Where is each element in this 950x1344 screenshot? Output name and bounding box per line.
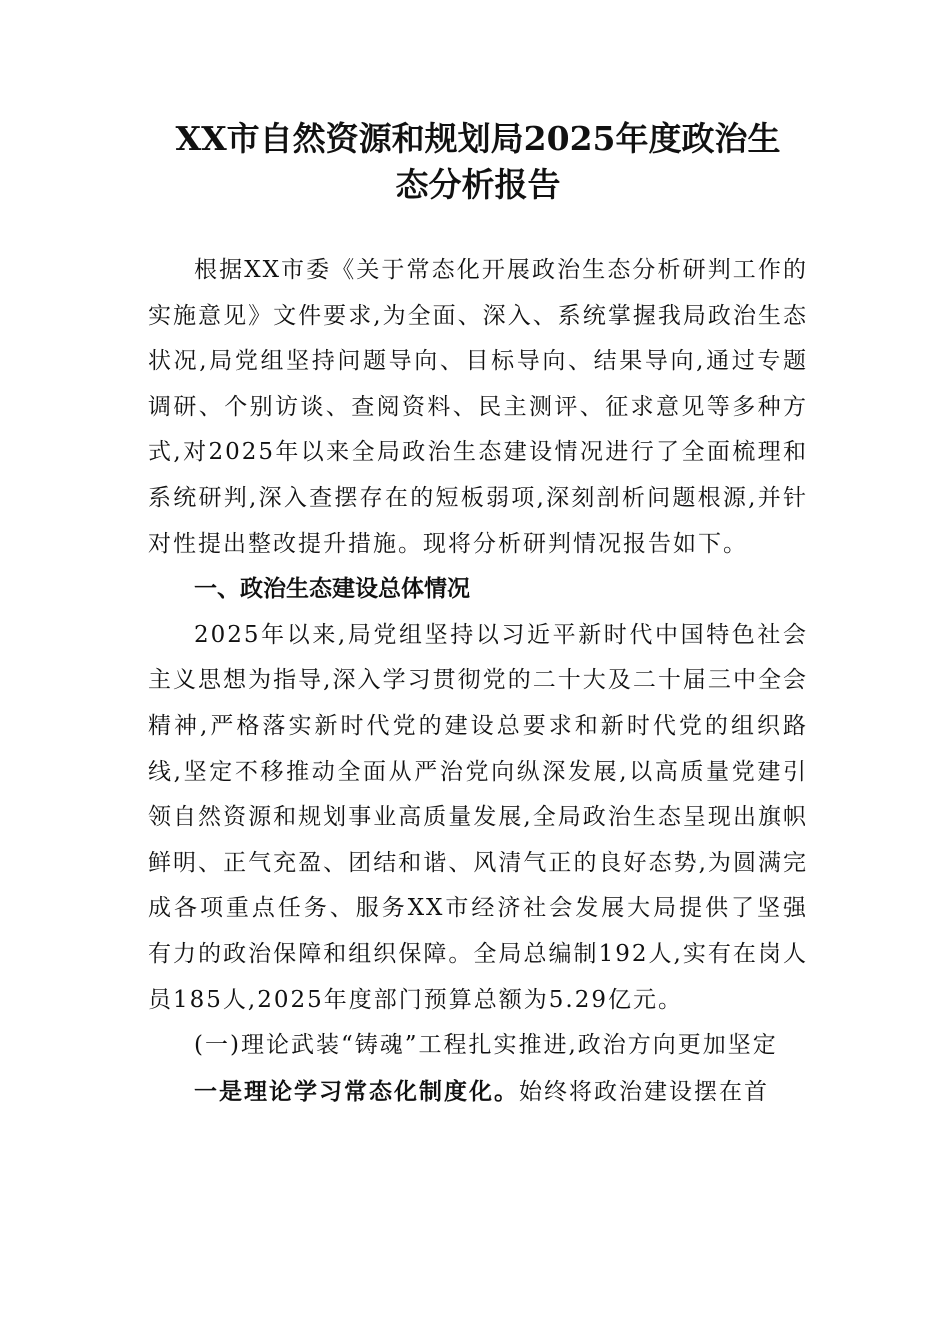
paragraph-body-text: 始终将政治建设摆在首 (519, 1078, 769, 1105)
intro-paragraph: 根据XX市委《关于常态化开展政治生态分析研判工作的实施意见》文件要求,为全面、深入、系统掌握我局政治生态状况,局党组坚持问题导向、目标导向、结果导向,通过专题调研、个别访谈、查阅资料、民主测评、征求意见等多种方式,对2025年以来全局政治生态建设情况进行了全面梳理和系统研判,深入查摆存在的短板弱项,深刻剖析问题根源,并针对性提出整改提升措施。现将分析研判情况报告如下。 (148, 257, 808, 557)
overview-paragraph: 2025年以来,局党组坚持以习近平新时代中国特色社会主义思想为指导,深入学习贯彻党的二十大及二十届三中全会精神,严格落实新时代党的建设总要求和新时代党的组织路线,坚定不移推动全面从严治党向纵深发展,以高质量党建引领自然资源和规划事业高质量发展,全局政治生态呈现出旗帜鲜明、正气充盈、团结和谐、风清气正的良好态势,为圆满完成各项重点任务、服务XX市经济社会发展大局提供了坚强有力的政治保障和组织保障。全局总编制192人,实有在岗人员185人,2025年度部门预算总额为5.29亿元。 (148, 621, 808, 1013)
title-line-2: 态分析报告 (395, 165, 561, 204)
document-title (148, 116, 808, 208)
document-body (148, 248, 808, 1115)
subsection-heading-1: (一)理论武装“铸魂”工程扎实推进,政治方向更加坚定 (194, 1032, 778, 1059)
section-heading-1: 一、政治生态建设总体情况 (194, 576, 470, 603)
title-line-1: XX市自然资源和规划局2025年度政治生 (175, 119, 781, 158)
paragraph-lead-text: 一是理论学习常态化制度化。 (194, 1077, 519, 1105)
theory-study-paragraph (148, 1069, 808, 1116)
